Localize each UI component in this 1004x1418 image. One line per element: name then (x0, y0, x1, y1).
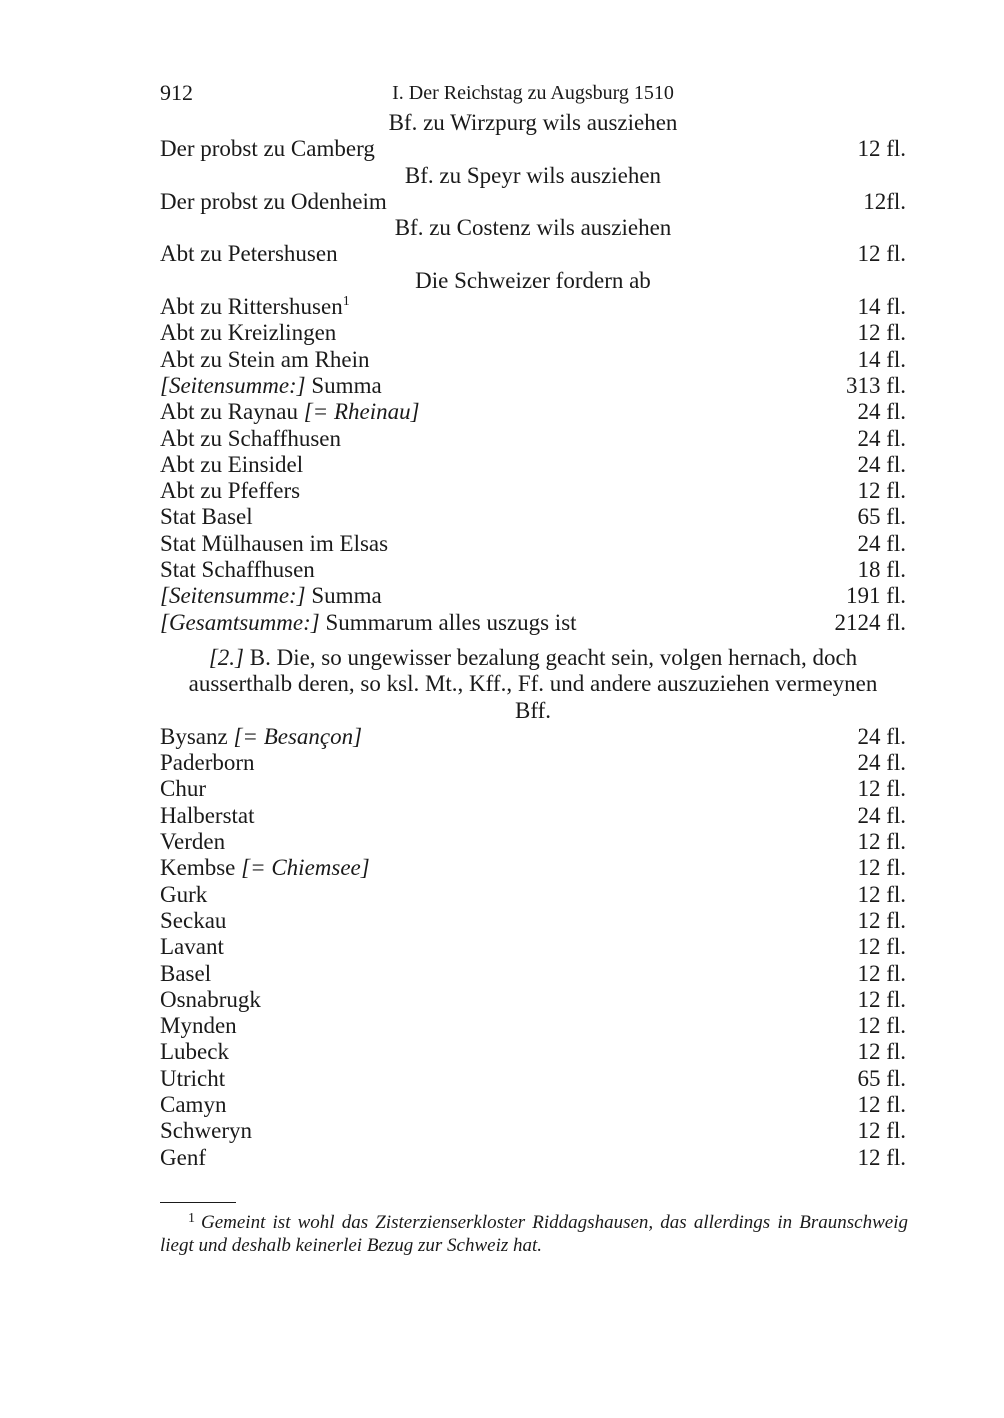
list-item (160, 961, 906, 987)
item-label-group (160, 1118, 252, 1144)
item-label: Schweryn (160, 1118, 252, 1144)
item-label-group (160, 610, 577, 636)
item-label-group (160, 908, 226, 934)
item-amount: 12 fl. (857, 1039, 906, 1065)
item-amount: 2124 fl. (834, 609, 906, 635)
list-item (160, 829, 906, 855)
item-label-group (160, 373, 382, 399)
item-label: Abt zu Kreizlingen (160, 320, 337, 346)
item-label: Summa (305, 583, 382, 609)
item-label-group (160, 531, 388, 557)
item-label-group (160, 803, 255, 829)
item-amount: 12 fl. (857, 320, 906, 346)
item-amount: 24 fl. (857, 750, 906, 776)
sum-label-prefix: [Seitensumme:] (160, 372, 306, 398)
list-item (160, 478, 906, 504)
item-amount: 24 fl. (857, 723, 906, 749)
item-label-group (160, 399, 420, 425)
section-b-list (160, 724, 906, 1171)
group-heading: Die Schweizer fordern ab (415, 267, 651, 293)
item-label: Bysanz (160, 723, 234, 749)
running-title: I. Der Reichstag zu Augsburg 1510 (392, 82, 674, 104)
footnote (160, 1207, 908, 1257)
item-amount: 65 fl. (857, 1065, 906, 1091)
list-item (160, 294, 906, 320)
list-item (160, 1013, 906, 1039)
list-item (160, 347, 906, 373)
item-label-group (160, 557, 315, 583)
item-label-group (160, 724, 362, 750)
item-label: Seckau (160, 907, 227, 933)
list-item (160, 320, 906, 346)
item-amount: 24 fl. (857, 802, 906, 828)
sum-label-prefix: [Seitensumme:] (160, 583, 306, 609)
item-label-group (160, 426, 341, 452)
item-label-group (160, 1145, 206, 1171)
item-amount: 12 fl. (857, 1118, 906, 1144)
list-item (160, 882, 906, 908)
item-label: Chur (160, 776, 206, 802)
item-label-group (160, 1039, 229, 1065)
item-amount: 18 fl. (857, 557, 906, 583)
list-item (160, 1039, 906, 1065)
item-amount: 12 fl. (857, 986, 906, 1012)
item-label: Abt zu Stein am Rhein (160, 346, 370, 372)
item-label-group (160, 189, 387, 215)
section-b-number: [2.] (208, 644, 244, 670)
list-item (160, 724, 906, 750)
item-label: Abt zu Petershusen (160, 241, 338, 267)
item-amount: 24 fl. (857, 399, 906, 425)
item-amount: 12 fl. (857, 776, 906, 802)
item-label-group (160, 1066, 225, 1092)
item-amount: 12 fl. (857, 829, 906, 855)
list-item (160, 426, 906, 452)
list-item (160, 452, 906, 478)
item-label: Paderborn (160, 750, 255, 776)
item-label-group (160, 855, 370, 881)
item-label-group (160, 882, 207, 908)
item-label-group (160, 829, 225, 855)
item-label: Osnabrugk (160, 986, 261, 1012)
group-heading: Bf. zu Costenz wils ausziehen (394, 215, 672, 241)
list-item (160, 136, 906, 162)
group-heading: Bf. zu Wirzpurg wils ausziehen (388, 110, 678, 135)
list-item (160, 1145, 906, 1171)
item-label: Gurk (160, 881, 208, 907)
item-amount: 24 fl. (857, 451, 906, 477)
item-label: Summarum alles uszugs ist (319, 609, 577, 635)
list-item (160, 241, 906, 267)
item-amount: 12 fl. (857, 1091, 906, 1117)
item-label: Summa (305, 372, 382, 398)
item-label-group (160, 1092, 226, 1118)
item-amount: 12 fl. (857, 1144, 906, 1170)
item-amount: 24 fl. (857, 425, 906, 451)
item-amount: 12 fl. (857, 136, 906, 162)
editorial-gloss: [= Chiemsee] (241, 855, 370, 881)
item-label: Stat Mülhausen im Elsas (160, 530, 389, 556)
item-label: Lubeck (160, 1039, 229, 1065)
item-amount: 12 fl. (857, 478, 906, 504)
list-item (160, 855, 906, 881)
item-label: Abt zu Schaffhusen (160, 425, 341, 451)
page-number: 912 (160, 80, 193, 105)
item-label-group (160, 452, 303, 478)
item-label: Kembse (160, 855, 242, 881)
item-label: Lavant (160, 934, 224, 960)
group-heading: Bf. zu Speyr wils ausziehen (404, 162, 662, 188)
item-label: Basel (160, 960, 212, 986)
item-amount: 313 fl. (845, 372, 906, 398)
list-item (160, 750, 906, 776)
list-item (160, 987, 906, 1013)
item-label: Abt zu Rittershusen (160, 294, 343, 320)
editorial-gloss: [= Besançon] (233, 723, 363, 749)
list-item (160, 1118, 906, 1144)
item-label-group (160, 478, 300, 504)
item-amount: 12 fl. (857, 907, 906, 933)
list-item (160, 776, 906, 802)
list-item (160, 1092, 906, 1118)
item-label-group (160, 987, 261, 1013)
item-label-group (160, 136, 375, 162)
list-item (160, 610, 906, 636)
list-item (160, 399, 906, 425)
item-label: Der probst zu Odenheim (160, 188, 387, 214)
item-label: Der probst zu Camberg (160, 136, 375, 162)
item-label: Utricht (160, 1065, 226, 1091)
list-item (160, 803, 906, 829)
item-amount: 12 fl. (857, 241, 906, 267)
section-b-intro (170, 645, 896, 724)
list-item (160, 583, 906, 609)
item-label: Halberstat (160, 802, 255, 828)
item-amount: 12 fl. (857, 960, 906, 986)
item-label: Stat Basel (160, 504, 253, 530)
list-item (160, 373, 906, 399)
list-item (160, 1066, 906, 1092)
item-amount: 191 fl. (845, 583, 906, 609)
item-label-group (160, 504, 253, 530)
item-label: Abt zu Raynau (160, 399, 304, 425)
sum-label-prefix: [Gesamtsumme:] (160, 609, 320, 635)
page (160, 78, 906, 1171)
list-item (160, 557, 906, 583)
item-label: Genf (160, 1144, 206, 1170)
item-label: Camyn (160, 1091, 227, 1117)
list-item (160, 504, 906, 530)
footnote-text: Gemeint ist wohl das Zisterzienserkloster Riddagshausen, das allerdings in Braunschweig liegt und deshalb keinerlei Bezug zur Schweiz hat. (160, 1212, 908, 1256)
footnote-number: 1 (188, 1211, 195, 1226)
editorial-gloss: [= Rheinau] (303, 399, 420, 425)
item-label-group (160, 241, 338, 267)
item-label: Verden (160, 829, 226, 855)
item-amount: 65 fl. (857, 504, 906, 530)
item-amount: 14 fl. (857, 346, 906, 372)
list-item (160, 934, 906, 960)
item-label: Mynden (160, 1013, 237, 1039)
item-label: Stat Schaffhusen (160, 557, 315, 583)
item-label-group (160, 1013, 237, 1039)
item-amount: 12 fl. (857, 881, 906, 907)
item-label-group (160, 934, 224, 960)
item-label-group (160, 320, 336, 346)
list-item (160, 189, 906, 215)
page-header (160, 78, 906, 110)
item-label-group (160, 294, 350, 320)
footnote-divider (160, 1202, 236, 1203)
list-item (160, 531, 906, 557)
section-a-list (160, 110, 906, 636)
item-amount: 14 fl. (857, 294, 906, 320)
item-amount: 12 fl. (857, 855, 906, 881)
item-amount: 24 fl. (857, 530, 906, 556)
item-label-group (160, 347, 370, 373)
item-label-group (160, 583, 382, 609)
item-label: Abt zu Einsidel (160, 451, 304, 477)
item-amount: 12 fl. (857, 934, 906, 960)
item-label-group (160, 961, 211, 987)
item-label-group (160, 776, 206, 802)
item-amount: 12fl. (863, 188, 906, 214)
item-amount: 12 fl. (857, 1013, 906, 1039)
item-label: Abt zu Pfeffers (160, 478, 301, 504)
list-item (160, 908, 906, 934)
item-label-group (160, 750, 255, 776)
footnote-ref: 1 (342, 294, 350, 310)
section-b-intro-text: B. Die, so ungewisser bezalung geacht sein, volgen hernach, doch ausserthalb deren, so ksl. Mt., Kff., Ff. und andere auszuziehen vermeynen Bff. (188, 644, 878, 723)
